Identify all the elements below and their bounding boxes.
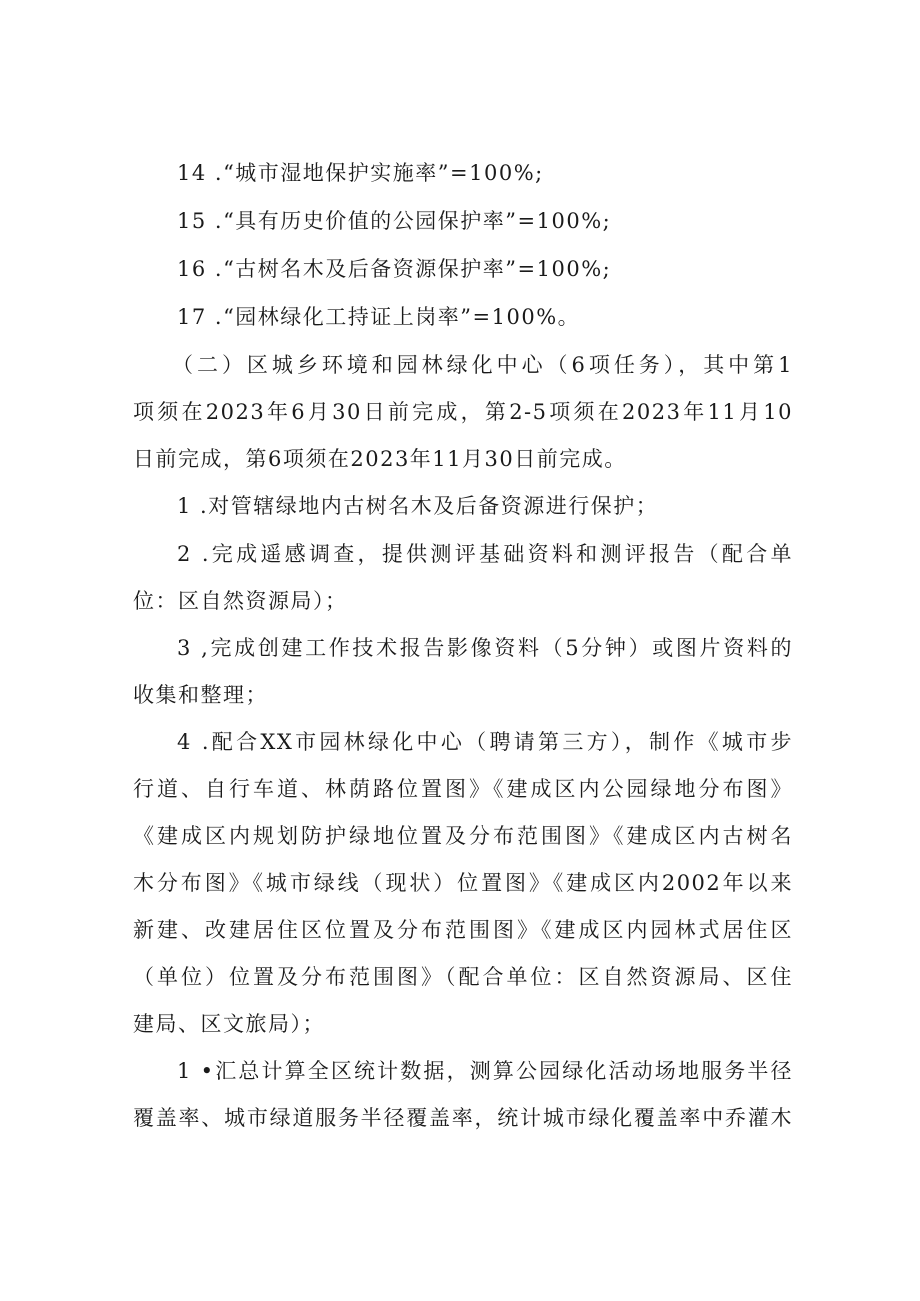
task-1: 1 .对管辖绿地内古树名木及后备资源进行保护； — [177, 494, 659, 518]
task-4-continued: 《建成区内规划防护绿地位置及分布范围图》《建成区内古树名 — [133, 824, 793, 848]
task-2: 2 .完成遥感调查，提供测评基础资料和测评报告（配合单 — [177, 542, 793, 566]
task-4-continued: 新建、改建居住区位置及分布范围图》《建成区内园林式居住区 — [133, 918, 793, 942]
task-4-continued: （单位）位置及分布范围图》（配合单位：区自然资源局、区住 — [133, 965, 793, 989]
section-2-text-line: 项须在2023年6月30日前完成，第2-5项须在2023年11月10 — [133, 400, 793, 424]
task-5: 1 •汇总计算全区统计数据，测算公园绿化活动场地服务半径 — [177, 1059, 793, 1083]
item-15: 15 .“具有历史价值的公园保护率”=100%; — [177, 209, 612, 233]
task-4-continued: 行道、自行车道、林荫路位置图》《建成区内公园绿地分布图》 — [133, 777, 793, 801]
section-heading-2: （二）区城乡环境和园林绿化中心（6项任务），其中第1 — [172, 353, 793, 377]
task-5-continued: 覆盖率、城市绿道服务半径覆盖率，统计城市绿化覆盖率中乔灌木 — [133, 1106, 793, 1130]
task-3: 3 ,完成创建工作技术报告影像资料（5分钟）或图片资料的 — [177, 636, 793, 660]
item-17: 17 .“园林绿化工持证上岗率”=100%。 — [177, 305, 581, 329]
task-4-continued: 木分布图》《城市绿线（现状）位置图》《建成区内2002年以来 — [133, 871, 793, 895]
task-4: 4 .配合XX市园林绿化中心（聘请第三方），制作《城市步 — [177, 730, 793, 754]
item-16: 16 .“古树名木及后备资源保护率”=100%; — [177, 257, 612, 281]
item-14: 14 .“城市湿地保护实施率”=100%; — [177, 161, 544, 185]
section-2-text-line: 日前完成，第6项须在2023年11月30日前完成。 — [133, 447, 627, 471]
task-4-continued: 建局、区文旅局）； — [133, 1012, 325, 1036]
task-2-continued: 位：区自然资源局）； — [133, 589, 348, 613]
task-3-continued: 收集和整理； — [133, 683, 268, 707]
